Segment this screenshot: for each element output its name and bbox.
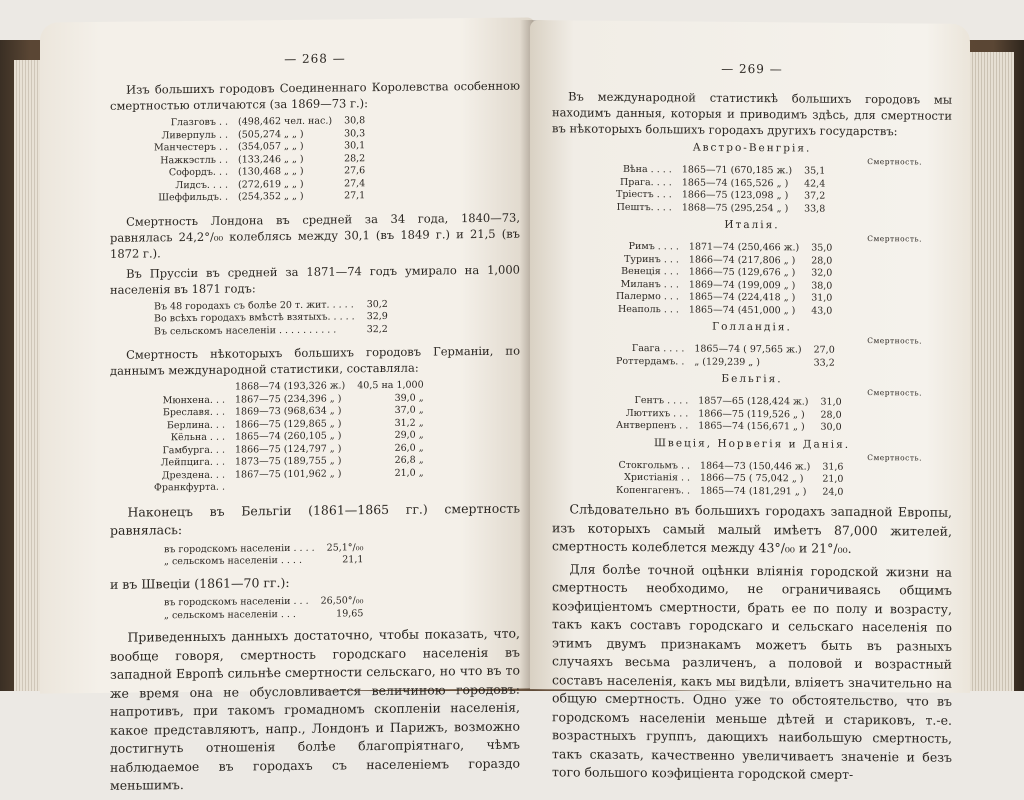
city-name: Гентъ . . . . <box>634 394 689 407</box>
table-row <box>612 201 829 215</box>
years-population: 1864—73 (150,446 ж.) <box>700 460 811 473</box>
years-population: 1866—75 (119,526 „ ) <box>698 408 805 420</box>
london-paragraph: Смертность Лондона въ средней за 34 года, 1840—73, равнялась 24,2°/₀₀ колеблясь между 30,1 (въ 1849 г.) и 21,5 (въ 1872 г.). <box>110 210 520 261</box>
population: (505,274 „ „ ) <box>238 128 304 141</box>
city-name: Гаага . . . . <box>631 342 685 355</box>
page-number-left: — 268 — <box>284 51 346 67</box>
page-number-right: — 269 — <box>721 61 783 77</box>
country-table <box>612 164 829 216</box>
uk-intro: Изъ большихъ городовъ Соединеннаго Королевства особенною смертностью отличаются (за 1869—73 г.): <box>110 78 520 113</box>
uk-cities-table <box>150 115 369 205</box>
summary-paragraph-1: Слѣдовательно въ большихъ городахъ западной Европы, изъ которыхъ самый малый имѣетъ 87,000 жителей, смертность колеблется между 43°/₀₀ и 21°/₀₀. <box>552 501 952 556</box>
years-population <box>231 480 349 494</box>
mortality-rate: 38,0 <box>811 280 833 292</box>
country-table <box>612 459 847 499</box>
country-heading: Голландiя. <box>712 320 792 334</box>
sweden-table <box>160 595 367 622</box>
city-name: Трiестъ . . . <box>616 188 672 201</box>
years-population: 1866—75 (124,797 „ ) <box>235 442 342 456</box>
prussia-table <box>150 298 392 338</box>
city-name: Копенгагенъ. . <box>616 484 691 496</box>
table-row <box>160 554 367 569</box>
years-population: 1866—75 ( 75,042 „ ) <box>700 472 804 485</box>
years-population: 1866—74 (217,806 „ ) <box>688 253 796 266</box>
city-name: Бреславя. . . <box>162 406 225 419</box>
country-heading: Швецiя, Норвегiя и Данiя. <box>653 436 851 451</box>
mortality-rate: 33,2 <box>813 357 835 369</box>
years-population: 1866—75 (129,865 „ ) <box>235 417 342 431</box>
mortality-rate: 42,4 <box>804 177 826 190</box>
city-name: Люттихъ . . . <box>625 407 689 419</box>
germany-paragraph: Смертность нѣкоторыхъ большихъ городовъ Германiи, по даннымъ международной статистики, составляла: <box>110 343 520 378</box>
mortality-rate <box>349 480 427 493</box>
city-name: Миланъ . . . <box>620 278 679 290</box>
years-population: 1871—74 (250,466 ж.) <box>688 241 800 254</box>
city-name: Прага. . . . <box>620 176 672 188</box>
mortality-rate: 28,0 <box>811 255 833 267</box>
city-name: Франкфурта. . <box>154 481 225 494</box>
mortality-rate: 24,0 <box>822 486 844 498</box>
table-row <box>612 355 839 369</box>
mortality-rate: 43,0 <box>811 305 833 317</box>
table-row <box>150 480 428 495</box>
city-name: Шеффильдъ. . <box>158 191 229 204</box>
city-name: Вѣна . . . . <box>622 163 672 176</box>
city-name <box>150 382 231 395</box>
mortality-rate: 26,0 „ <box>394 442 424 454</box>
country-heading: Австро-Венгрiя. <box>692 141 812 155</box>
right-page-content <box>552 60 952 789</box>
population: (254,352 „ „ ) <box>238 190 304 203</box>
belgium-table <box>160 542 367 569</box>
mortality-rate: 35,0 <box>811 242 833 254</box>
mortality-rate: 31,2 „ <box>394 417 424 429</box>
mortality-rate: 26,50°/₀₀ <box>320 595 364 607</box>
population: (498,462 чел. нас.) <box>238 115 333 128</box>
years-population: 1865—74 (181,291 „ ) <box>700 485 807 497</box>
years-population: 1865—74 (224,418 „ ) <box>688 291 796 304</box>
years-population: 1866—75 (129,676 „ ) <box>688 266 796 279</box>
mortality-rate: 40,5 на 1,000 <box>357 379 424 392</box>
city-name: Гамбурга. . . <box>162 444 225 456</box>
page-edges-right <box>964 52 1014 691</box>
years-population: 1865—74 ( 97,565 ж.) <box>694 343 802 356</box>
prussia-paragraph: Въ Пруссiи въ средней за 1871—74 годъ умирало на 1,000 населенiя въ 1871 годъ: <box>110 262 520 297</box>
years-population: 1865—74 (165,526 „ ) <box>681 176 789 189</box>
city-name: Стокгольмъ . . <box>618 459 691 471</box>
years-population: 1865—74 (260,105 „ ) <box>235 430 342 443</box>
years-population: 1857—65 (128,424 ж.) <box>698 395 809 408</box>
mortality-rate: 27,1 <box>344 190 366 202</box>
summary-paragraph-2: Для болѣе точной оцѣнки влiянiя городской жизни на смертность необходимо, не ограничиваясь общимъ коэфицiентомъ смертности, брать ее по полу и возрасту, такъ какъ составъ городскаго и сельскаго населенiя по этимъ двумъ признакамъ можетъ быть въ разныхъ случаяхъ весьма различенъ, а половой и возрастный составъ населенiя, какъ мы видѣли, влiяетъ значительно на общую смертность. Одно уже то обстоятельство, что въ городскомъ населенiи меньше дѣтей и стариковъ, т.-е. возрастныхъ группъ, дающихъ наибольшую смертность, такъ сказать, качественно увеличиваетъ значенiе и безъ того большого коэфицiента городской смерт- <box>552 560 952 782</box>
mortality-column-label: Смертность. <box>867 388 922 398</box>
city-name: Лидсъ. . . . <box>175 179 229 191</box>
population: (130,468 „ „ ) <box>238 165 304 178</box>
row-label: въ городскомъ населенiи . . . <box>164 595 309 609</box>
years-population: 1865—71 (670,185 ж.) <box>681 164 793 177</box>
mortality-rate: 21,1 <box>342 554 364 566</box>
left-page-content <box>110 50 520 800</box>
mortality-rate: 27,4 <box>344 177 366 189</box>
city-name: Кёльна . . . <box>170 431 225 444</box>
city-name: Туринъ . . . <box>624 253 679 265</box>
country-table <box>612 395 846 435</box>
mortality-rate: 26,8 „ <box>394 454 424 466</box>
years-population: 1869—73 (968,634 „ ) <box>235 405 342 418</box>
years-population: 1867—75 (101,962 „ ) <box>235 467 342 481</box>
years-population: 1867—75 (234,396 „ ) <box>235 392 342 406</box>
country-table <box>612 241 836 318</box>
mortality-rate: 32,2 <box>366 323 388 335</box>
city-name: Лейпцига. . . <box>160 456 225 469</box>
years-population: 1869—74 (199,009 „ ) <box>688 278 796 291</box>
mortality-column-label: Смертность. <box>867 157 922 167</box>
table-row <box>150 323 392 338</box>
row-label: „ сельскомъ населенiи . . . . <box>164 554 302 568</box>
table-row <box>612 164 829 178</box>
germany-table <box>150 380 428 495</box>
city-name: Манчестеръ . . <box>154 141 229 154</box>
row-label: Во всѣхъ городахъ вмѣстѣ взятыхъ. . . . . <box>154 311 355 325</box>
table-row <box>160 608 367 623</box>
mortality-rate: 21,0 <box>822 473 844 485</box>
mortality-rate: 30,0 <box>820 421 842 433</box>
city-name: Глазговъ . . <box>170 116 229 129</box>
population: (354,057 „ „ ) <box>238 140 304 153</box>
row-label: „ сельскомъ населенiи . . . <box>164 608 296 621</box>
table-row <box>150 190 369 205</box>
city-name: Нажкэстль . . <box>160 154 229 166</box>
row-label: Въ 48 городахъ съ болѣе 20 т. жит. . . . . <box>154 298 354 312</box>
mortality-rate: 30,8 <box>344 115 366 127</box>
city-name: Венецiя . . . <box>621 265 679 278</box>
city-name: Христiанiя . . <box>624 471 691 484</box>
mortality-rate: 28,2 <box>344 152 366 164</box>
row-label: Въ сельскомъ населенiи . . . . . . . . . . <box>154 323 337 337</box>
mortality-rate: 32,9 <box>366 310 388 323</box>
sweden-paragraph: и въ Швецiи (1861—70 гг.): <box>110 574 290 592</box>
city-name: Дрездена. . . <box>161 469 225 481</box>
mortality-column-label: Смертность. <box>867 336 922 346</box>
row-label: въ городскомъ населенiи . . . . <box>164 542 315 555</box>
years-population: 1866—75 (123,098 „ ) <box>681 189 789 202</box>
city-name: Неаполь . . . <box>617 303 679 315</box>
city-name: Роттердамъ. . <box>616 355 685 367</box>
city-name: Ливерпуль . . <box>161 129 229 141</box>
city-name: Антверпенъ . . <box>616 419 689 432</box>
years-population: „ (129,239 „ ) <box>694 356 760 368</box>
table-row <box>612 420 846 435</box>
mortality-rate: 27,6 <box>344 165 366 177</box>
mortality-rate: 31,0 <box>820 396 842 408</box>
mortality-rate: 31,6 <box>822 461 844 473</box>
table-row <box>160 542 367 557</box>
table-row <box>612 189 829 203</box>
years-population: 1873—75 (189,755 „ ) <box>235 455 342 468</box>
intl-intro: Въ международной статистикѣ большихъ городовъ мы находимъ данныя, которыя и приводимъ здѣсь, для смертности въ нѣкоторыхъ большихъ городахъ другихъ государствъ: <box>552 89 952 139</box>
country-groups <box>552 140 952 499</box>
mortality-rate: 19,65 <box>336 607 364 619</box>
city-name: Палермо . . . <box>616 290 679 303</box>
mortality-rate: 25,1°/₀₀ <box>326 541 364 554</box>
mortality-rate: 39,0 „ <box>394 392 424 404</box>
city-name: Мюнхена. . . <box>162 394 225 406</box>
mortality-rate: 28,0 <box>820 409 842 421</box>
mortality-rate: 30,2 <box>366 298 388 310</box>
mortality-rate: 31,0 <box>811 292 833 304</box>
right-page <box>530 20 970 782</box>
country-heading: Италiя. <box>724 218 780 232</box>
table-row <box>612 484 847 499</box>
country-heading: Бельгiя. <box>721 372 783 386</box>
population: (272,619 „ „ ) <box>238 178 304 191</box>
mortality-column-label: Смертность. <box>867 452 922 463</box>
city-name: Софордъ. . . <box>168 166 229 179</box>
mortality-rate: 32,0 <box>811 267 833 279</box>
city-name: Берлина. . . <box>166 419 225 431</box>
city-name: Пештъ. . . . <box>616 201 672 213</box>
mortality-column-label: Смертность. <box>867 234 922 244</box>
mortality-rate: 30,3 <box>344 127 366 139</box>
years-population: 1868—74 (193,326 ж.) <box>235 380 346 393</box>
years-population: 1865—74 (156,671 „ ) <box>698 420 805 433</box>
mortality-rate: 21,0 „ <box>394 467 424 479</box>
years-population: 1865—74 (451,000 „ ) <box>688 303 796 316</box>
country-table <box>612 343 839 370</box>
mortality-rate: 37,2 <box>804 190 826 202</box>
city-name: Римъ . . . . <box>628 240 679 253</box>
mortality-rate: 35,1 <box>804 165 826 177</box>
mortality-rate: 33,8 <box>804 202 826 215</box>
left-page <box>40 17 535 793</box>
conclusion-paragraph: Приведенныхъ данныхъ достаточно, чтобы показать, что, вообще говоря, смертность городскаго населенiя въ западной Европѣ сильнѣе смертности сельскаго, но что въ то же время она не обусловливается величиною городовъ: напротивъ, при такомъ громадномъ скопленiи населенiя, какое представляютъ, напр., Лондонъ и Парижъ, возможно достигнуть отношенiя болѣе благопрiятнаго, чѣмъ наблюдаемое въ городахъ съ населенiемъ гораздо меньшимъ. <box>110 625 520 793</box>
table-row <box>612 303 836 317</box>
mortality-rate: 27,0 <box>813 344 835 356</box>
mortality-rate: 37,0 „ <box>394 404 424 416</box>
mortality-rate: 29,0 „ <box>394 429 424 441</box>
mortality-rate: 30,1 <box>344 140 366 152</box>
belgium-paragraph: Наконецъ въ Бельгiи (1861—1865 гг.) смертность равнялась: <box>110 500 520 538</box>
years-population: 1868—75 (295,254 „ ) <box>681 201 789 214</box>
population: (133,246 „ „ ) <box>238 153 304 166</box>
